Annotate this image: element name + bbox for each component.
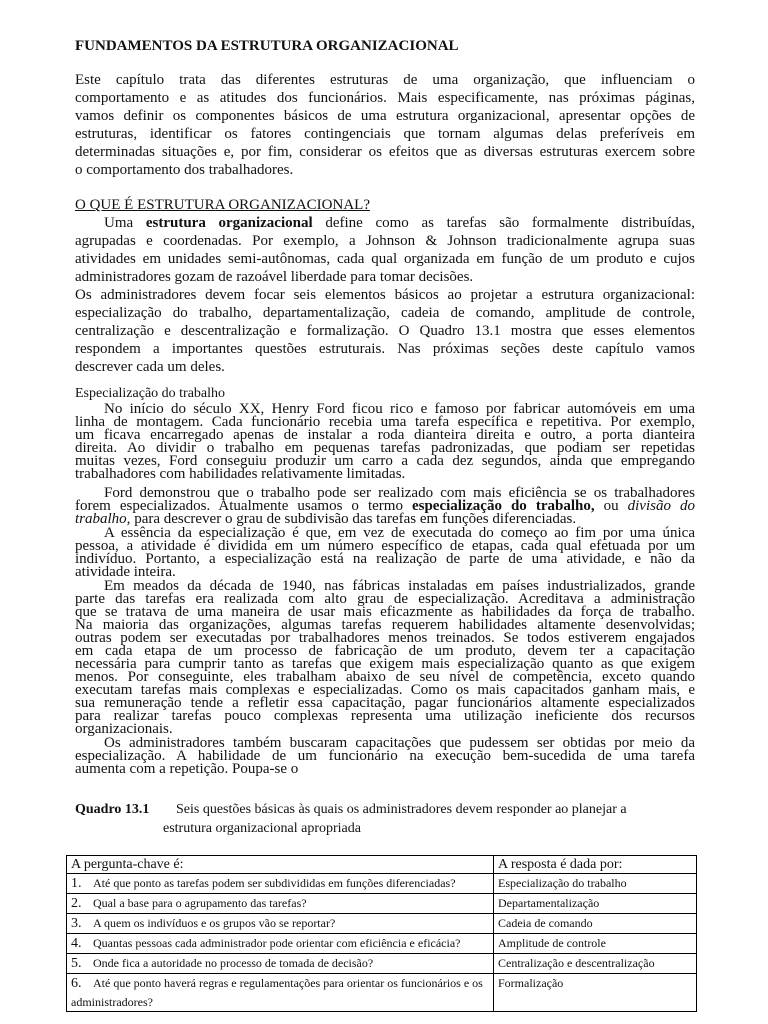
question-cell xyxy=(67,894,494,914)
elements-line: especialização do trabalho, departamentalização, cadeia de comando, amplitude de controle, xyxy=(75,305,695,321)
body-line: pessoa, a atividade é dividida em um número específico de etapas, cada qual efetuada por um xyxy=(75,538,695,554)
answer-cell: Especialização do trabalho xyxy=(494,874,697,894)
definition-line: atividades em unidades semi-autônomas, cada qual organizada em função de um produto e cujos xyxy=(75,251,695,267)
body-line: menos. Por conseguinte, eles trabalham abaixo de seu nível de competência, exceto quando xyxy=(75,669,695,685)
row-number: 4. xyxy=(71,936,82,951)
question-text: Qual a base para o agrupamento das tarefas? xyxy=(93,896,307,910)
subheading: Especialização do trabalho xyxy=(75,386,226,401)
quadro-caption: Seis questões básicas às quais os administradores devem responder ao planejar a xyxy=(176,802,627,817)
answer-cell: Formalização xyxy=(494,974,697,1012)
body-line: muitas vezes, Ford conseguiu produzir um carro a cada dez segundos, ainda que empregando xyxy=(75,453,695,469)
intro-line: vamos definir os componentes básicos de uma estrutura organizacional, apresentar opções de xyxy=(75,108,695,124)
elements-line: Os administradores devem focar seis elementos básicos ao projetar a estrutura organizacional: xyxy=(75,287,695,303)
intro-line: comportamento e as atitudes dos funcionários. Mais especificamente, nas próximas páginas, xyxy=(75,90,695,106)
text-run: Uma xyxy=(104,215,146,231)
row-number: 1. xyxy=(71,876,82,891)
answer-cell: Amplitude de controle xyxy=(494,934,697,954)
question-cell xyxy=(67,954,494,974)
body-line: sua remuneração tende a refletir essa capacitação, pagar funcionários altamente especializados xyxy=(75,695,695,711)
body-line: um ficava encarregado apenas de instalar a roda dianteira direita e outro, a porta dianteira xyxy=(75,427,695,443)
bold-term: especialização do trabalho, xyxy=(411,498,595,514)
body-line: Ford demonstrou que o trabalho pode ser realizado com mais eficiência se os trabalhadores xyxy=(104,485,695,501)
body-line: direita. Ao dividir o trabalho em pequenas tarefas padronizadas, que podiam ser repetidas xyxy=(75,440,695,456)
section-heading: O QUE É ESTRUTURA ORGANIZACIONAL? xyxy=(75,197,370,213)
body-line: organizacionais. xyxy=(75,721,173,737)
intro-line: Este capítulo trata das diferentes estruturas de uma organização, que influenciam o xyxy=(75,72,695,88)
intro-line: estruturas, identificar os fatores contingenciais que tornam algumas delas preferíveis em xyxy=(75,126,695,142)
table-row xyxy=(67,974,697,1012)
answer-cell: Departamentalização xyxy=(494,894,697,914)
header-answer: A resposta é dada por: xyxy=(494,856,697,874)
text-run: ou xyxy=(594,498,628,514)
body-line: A essência da especialização é que, em vez de executada do começo ao fim por uma única xyxy=(104,525,695,541)
definition-line: administradores gozam de razoável liberdade para tomar decisões. xyxy=(75,269,474,285)
question-cell xyxy=(67,914,494,934)
table-row xyxy=(67,914,697,934)
question-text: Até que ponto haverá regras e regulamentações para orientar os funcionários e os administradores? xyxy=(71,976,483,1009)
body-line: especialização. A habilidade de um funcionário na execução bem-sucedida de uma tarefa xyxy=(75,748,695,764)
italic-term: trabalho, xyxy=(75,511,131,527)
question-cell xyxy=(67,934,494,954)
header-question: A pergunta-chave é: xyxy=(67,856,494,874)
elements-line: respondem a importantes questões estruturais. Nas próximas seções deste capítulo vamos xyxy=(75,341,695,357)
table-row xyxy=(67,874,697,894)
table-header-row xyxy=(67,856,697,874)
body-line: necessária para cumprir tanto as tarefas que exigem mais especialização quanto as que exigem xyxy=(75,656,695,672)
structure-questions-table xyxy=(66,855,697,1012)
body-line: outras podem ser executadas por trabalhadores menos treinados. Se todos estiverem engajados xyxy=(75,630,695,646)
question-text: A quem os indivíduos e os grupos vão se reportar? xyxy=(93,916,336,930)
body-line: executam tarefas mais complexas e especializadas. Como os mais capacitados ganham mais, e xyxy=(75,682,695,698)
body-line: Em meados da década de 1940, nas fábricas instaladas em países industrializados, grande xyxy=(104,578,695,594)
question-text: Até que ponto as tarefas podem ser subdivididas em funções diferenciadas? xyxy=(93,876,456,890)
page-title: FUNDAMENTOS DA ESTRUTURA ORGANIZACIONAL xyxy=(75,38,459,54)
body-line: linha de montagem. Cada funcionário recebia uma tarefa específica e repetitiva. Por exemplo, xyxy=(75,414,695,430)
question-text: Quantas pessoas cada administrador pode orientar com eficiência e eficácia? xyxy=(93,936,461,950)
body-line: parte das tarefas era realizada com alto grau de especialização. Acreditava a administração xyxy=(75,591,695,607)
body-line: indivíduo. Portanto, a especialização está na realização de parte de uma atividade, e não da xyxy=(75,551,695,567)
text-run: para descrever o grau de subdivisão das tarefas em funções diferenciadas. xyxy=(130,511,577,527)
bold-term: estrutura organizacional xyxy=(145,215,313,231)
text-run: forem especializados. Atualmente usamos o termo xyxy=(75,498,412,514)
text-run: define como as tarefas são formalmente distribuídas, xyxy=(312,215,695,231)
row-number: 2. xyxy=(71,896,82,911)
quadro-caption: estrutura organizacional apropriada xyxy=(163,821,361,836)
answer-cell: Centralização e descentralização xyxy=(494,954,697,974)
intro-line: determinadas situações e, por fim, considerar os efeitos que as diversas estruturas exercem sobre xyxy=(75,144,695,160)
body-line: Na maioria das organizações, algumas tarefas requerem habilidades altamente desenvolvidas; xyxy=(75,617,695,633)
question-cell xyxy=(67,874,494,894)
body-line: que se tratava de uma maneira de usar mais eficazmente as habilidades da força de trabalho. xyxy=(75,604,695,620)
definition-line: agrupadas e coordenadas. Por exemplo, a Johnson & Johnson tradicionalmente agrupa suas xyxy=(75,233,695,249)
definition-first-line xyxy=(104,215,695,232)
intro-line: o comportamento dos trabalhadores. xyxy=(75,162,294,178)
row-number: 6. xyxy=(71,976,82,991)
row-number: 3. xyxy=(71,916,82,931)
italic-term: divisão do xyxy=(627,498,695,514)
body-line: para realizar tarefas pouco complexas representa uma utilização ineficiente dos recursos xyxy=(75,708,695,724)
elements-line: descrever cada um deles. xyxy=(75,359,225,375)
table-row xyxy=(67,894,697,914)
elements-line: centralização e descentralização e formalização. O Quadro 13.1 mostra que esses elementos xyxy=(75,323,695,339)
body-line: No início do século XX, Henry Ford ficou rico e famoso por fabricar automóveis em uma xyxy=(104,401,695,417)
row-number: 5. xyxy=(71,956,82,971)
table-row xyxy=(67,934,697,954)
body-line: em cada etapa de um processo de fabricação de um produto, devem ter a capacitação xyxy=(75,643,695,659)
body-line: aumenta com a repetição. Poupa-se o xyxy=(75,761,299,777)
body-line: trabalhadores com habilidades relativamente limitadas. xyxy=(75,466,406,482)
body-line: atividade inteira. xyxy=(75,564,176,580)
body-line: Os administradores também buscaram capacitações que pudessem ser obtidas por meio da xyxy=(104,735,695,751)
question-cell xyxy=(67,974,494,1012)
quadro-label: Quadro 13.1 xyxy=(75,802,150,817)
question-text: Onde fica a autoridade no processo de tomada de decisão? xyxy=(93,956,374,970)
table-row xyxy=(67,954,697,974)
answer-cell: Cadeia de comando xyxy=(494,914,697,934)
